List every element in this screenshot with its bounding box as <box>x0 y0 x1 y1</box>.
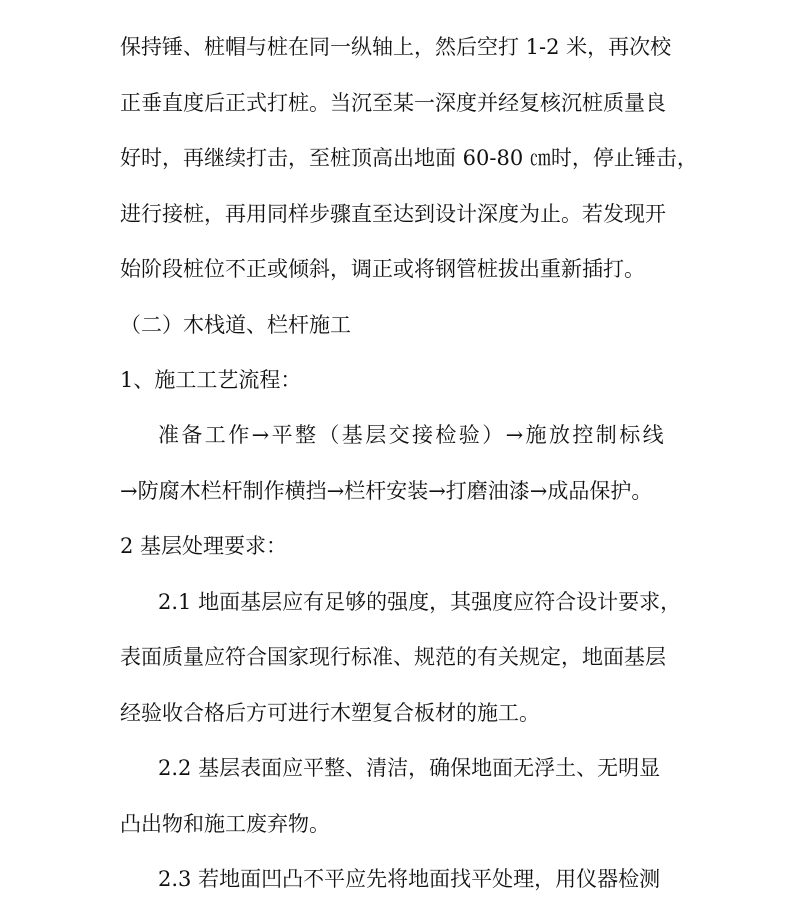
paragraph-line: 凸出物和施工废弃物。 <box>120 812 330 836</box>
paragraph-line: 正垂直度后正式打桩。当沉至某一深度并经复核沉桩质量良 <box>120 91 666 115</box>
paragraph-line: 经验收合格后方可进行木塑复合板材的施工。 <box>120 701 540 725</box>
section-heading: （二）木栈道、栏杆施工 <box>120 313 351 337</box>
paragraph-line: 进行接桩，再用同样步骤直至达到设计深度为止。若发现开 <box>120 202 666 226</box>
paragraph-line: 2.2 基层表面应平整、清洁，确保地面无浮土、无明显 <box>158 756 661 780</box>
process-flow-line: 准备工作→平整（基层交接检验）→施放控制标线 <box>158 423 666 447</box>
paragraph-line: 始阶段桩位不正或倾斜，调正或将钢管桩拔出重新插打。 <box>120 257 645 281</box>
subsection-heading: 2 基层处理要求： <box>120 534 288 558</box>
process-flow-line: →防腐木栏杆制作横挡→栏杆安装→打磨油漆→成品保护。 <box>120 479 653 503</box>
paragraph-line: 2.3 若地面凹凸不平应先将地面找平处理，用仪器检测 <box>158 867 661 891</box>
paragraph-line: 保持锤、桩帽与桩在同一纵轴上，然后空打 1-2 米，再次校 <box>120 35 672 59</box>
paragraph-line: 表面质量应符合国家现行标准、规范的有关规定，地面基层 <box>120 645 666 669</box>
subsection-heading: 1、施工工艺流程： <box>120 368 302 392</box>
paragraph-line: 2.1 地面基层应有足够的强度，其强度应符合设计要求， <box>158 590 682 614</box>
paragraph-line: 好时，再继续打击，至桩顶高出地面 60-80 ㎝时，停止锤击， <box>120 146 698 170</box>
